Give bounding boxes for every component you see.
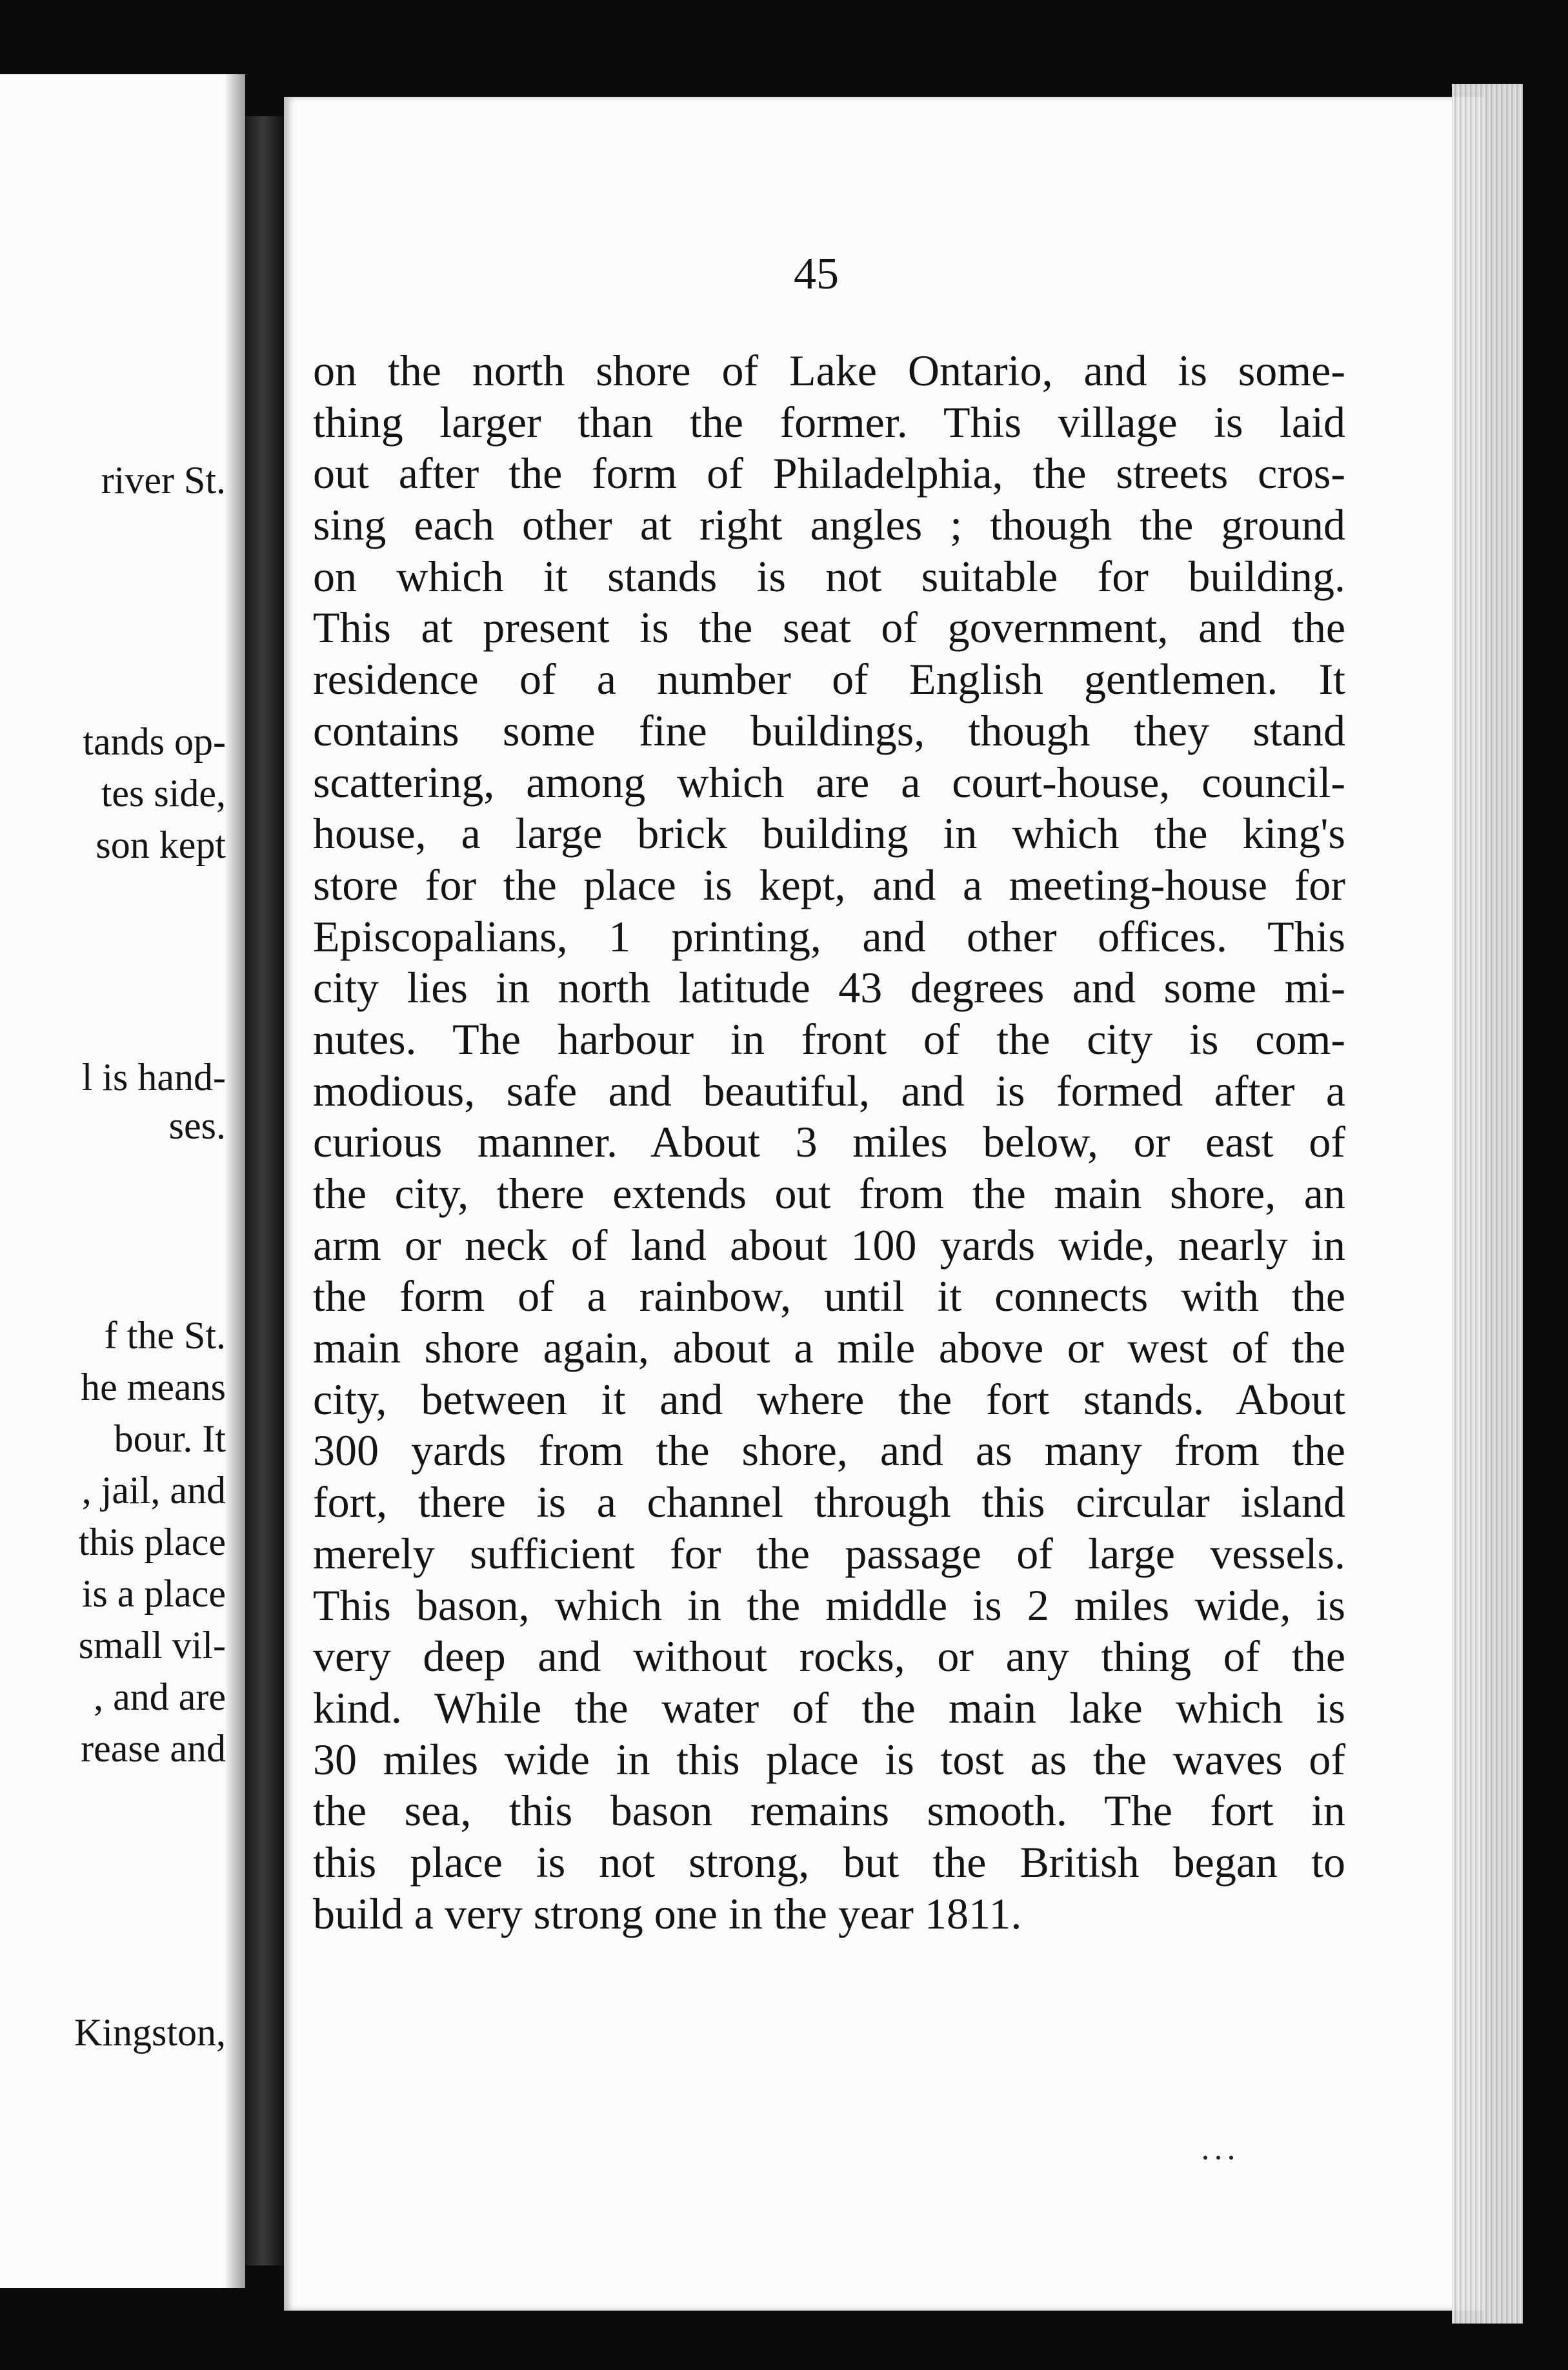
text-line: city, between it and where the fort stands. About — [313, 1374, 1345, 1424]
facing-line: tes side, — [101, 772, 226, 815]
facing-line: l is hand- — [81, 1056, 226, 1099]
text-line: on which it stands is not suitable for building. — [313, 551, 1345, 601]
facing-line: rease and — [81, 1727, 226, 1770]
text-line: store for the place is kept, and a meeting-house for — [313, 860, 1345, 909]
text-line: contains some fine buildings, though they stand — [313, 705, 1345, 755]
facing-line: , jail, and — [81, 1469, 226, 1512]
text-line: out after the form of Philadelphia, the streets cros- — [313, 449, 1345, 498]
text-line: residence of a number of English gentlemen. It — [313, 654, 1345, 704]
text-line: 300 yards from the shore, and as many from the — [313, 1426, 1345, 1475]
facing-line: Kingston, — [74, 2011, 226, 2054]
text-line: on the north shore of Lake Ontario, and is some- — [313, 346, 1345, 395]
text-line: the form of a rainbow, until it connects with the — [313, 1271, 1345, 1321]
facing-line: , and are — [94, 1676, 226, 1718]
print-speck — [1216, 2156, 1220, 2160]
page-number: 45 — [794, 249, 839, 299]
text-line: modious, safe and beautiful, and is formed after a — [313, 1066, 1345, 1115]
facing-line: he means — [81, 1366, 226, 1408]
text-line: main shore again, about a mile above or west of the — [313, 1323, 1345, 1373]
page-edges — [1452, 84, 1523, 2324]
text-line: scattering, among which are a court-house, council- — [313, 757, 1345, 807]
facing-line: river St. — [101, 459, 226, 501]
text-line: This at present is the seat of government, and the — [313, 603, 1345, 653]
text-line: nutes. The harbour in front of the city is com- — [313, 1014, 1345, 1064]
text-line: arm or neck of land about 100 yards wide, nearly in — [313, 1220, 1345, 1270]
facing-line: bour. It — [114, 1417, 226, 1460]
facing-line: is a place — [81, 1572, 226, 1615]
text-line: very deep and without rocks, or any thing of the — [313, 1632, 1345, 1681]
print-speck — [1229, 2156, 1233, 2160]
facing-page — [0, 74, 245, 2288]
text-line: kind. While the water of the main lake which is — [313, 1683, 1345, 1732]
text-line: merely sufficient for the passage of large vessels. — [313, 1528, 1345, 1578]
book-gutter — [245, 116, 284, 2265]
text-line: the city, there extends out from the main shore, an — [313, 1169, 1345, 1218]
facing-line: ses. — [168, 1104, 226, 1147]
text-line: this place is not strong, but the British began to — [313, 1837, 1345, 1887]
text-line: 30 miles wide in this place is tost as the waves of — [313, 1734, 1345, 1784]
text-line: This bason, which in the middle is 2 miles wide, is — [313, 1580, 1345, 1630]
facing-line: this place — [78, 1521, 226, 1563]
text-line: the sea, this bason remains smooth. The fort in — [313, 1786, 1345, 1836]
text-line: house, a large brick building in which the king's — [313, 809, 1345, 858]
facing-line: f the St. — [104, 1314, 226, 1357]
text-line: fort, there is a channel through this circular island — [313, 1477, 1345, 1527]
facing-line: tands op- — [83, 720, 226, 763]
text-line: thing larger than the former. This village is laid — [313, 397, 1345, 447]
facing-line: son kept — [95, 824, 226, 866]
text-line: Episcopalians, 1 printing, and other offices. This — [313, 911, 1345, 961]
text-line: sing each other at right angles ; though the ground — [313, 500, 1345, 550]
page-body — [313, 345, 1345, 1940]
print-speck — [1203, 2156, 1207, 2160]
facing-line: small vil- — [78, 1624, 226, 1666]
text-line: curious manner. About 3 miles below, or east of — [313, 1117, 1345, 1167]
text-line: city lies in north latitude 43 degrees and some mi- — [313, 963, 1345, 1013]
text-line: build a very strong one in the year 1811. — [313, 1889, 1022, 1938]
